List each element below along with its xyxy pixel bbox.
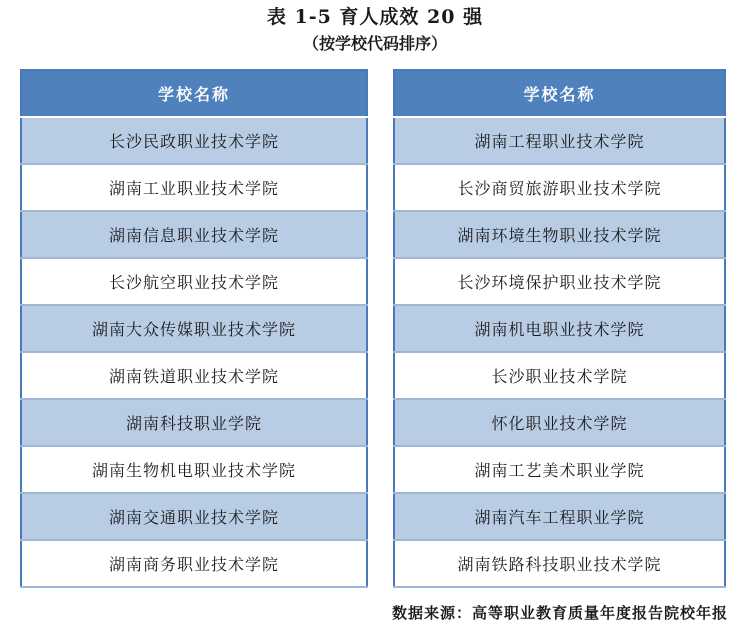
left-table-header: 学校名称	[21, 70, 367, 117]
table-title: 表 1-5 育人成效 20 强	[266, 6, 484, 28]
right-table-row: 湖南工程职业技术学院	[394, 117, 725, 164]
data-source-note: 数据来源：高等职业教育质量年度报告院校年报	[391, 604, 728, 622]
left-table-row: 湖南大众传媒职业技术学院	[21, 305, 367, 352]
right-table-row: 湖南工艺美术职业学院	[394, 446, 725, 493]
table-subtitle: （按学校代码排序）	[302, 34, 447, 53]
right-table-row: 湖南汽车工程职业学院	[394, 493, 725, 540]
left-table-row: 湖南交通职业技术学院	[21, 493, 367, 540]
left-table-row: 湖南工业职业技术学院	[21, 164, 367, 211]
right-table-row: 湖南环境生物职业技术学院	[394, 211, 725, 258]
right-table-row: 长沙商贸旅游职业技术学院	[394, 164, 725, 211]
left-table-row: 湖南信息职业技术学院	[21, 211, 367, 258]
right-table-row: 湖南铁路科技职业技术学院	[394, 540, 725, 587]
right-table-row: 长沙环境保护职业技术学院	[394, 258, 725, 305]
right-table-header: 学校名称	[394, 70, 725, 117]
left-table-row: 湖南商务职业技术学院	[21, 540, 367, 587]
left-table-row: 湖南铁道职业技术学院	[21, 352, 367, 399]
left-table-row: 长沙民政职业技术学院	[21, 117, 367, 164]
right-school-table	[393, 69, 726, 588]
left-school-table	[20, 69, 368, 588]
left-table-row: 湖南生物机电职业技术学院	[21, 446, 367, 493]
right-table-row: 湖南机电职业技术学院	[394, 305, 725, 352]
left-table-row: 长沙航空职业技术学院	[21, 258, 367, 305]
right-table-row: 长沙职业技术学院	[394, 352, 725, 399]
left-table-row: 湖南科技职业学院	[21, 399, 367, 446]
right-table-row: 怀化职业技术学院	[394, 399, 725, 446]
